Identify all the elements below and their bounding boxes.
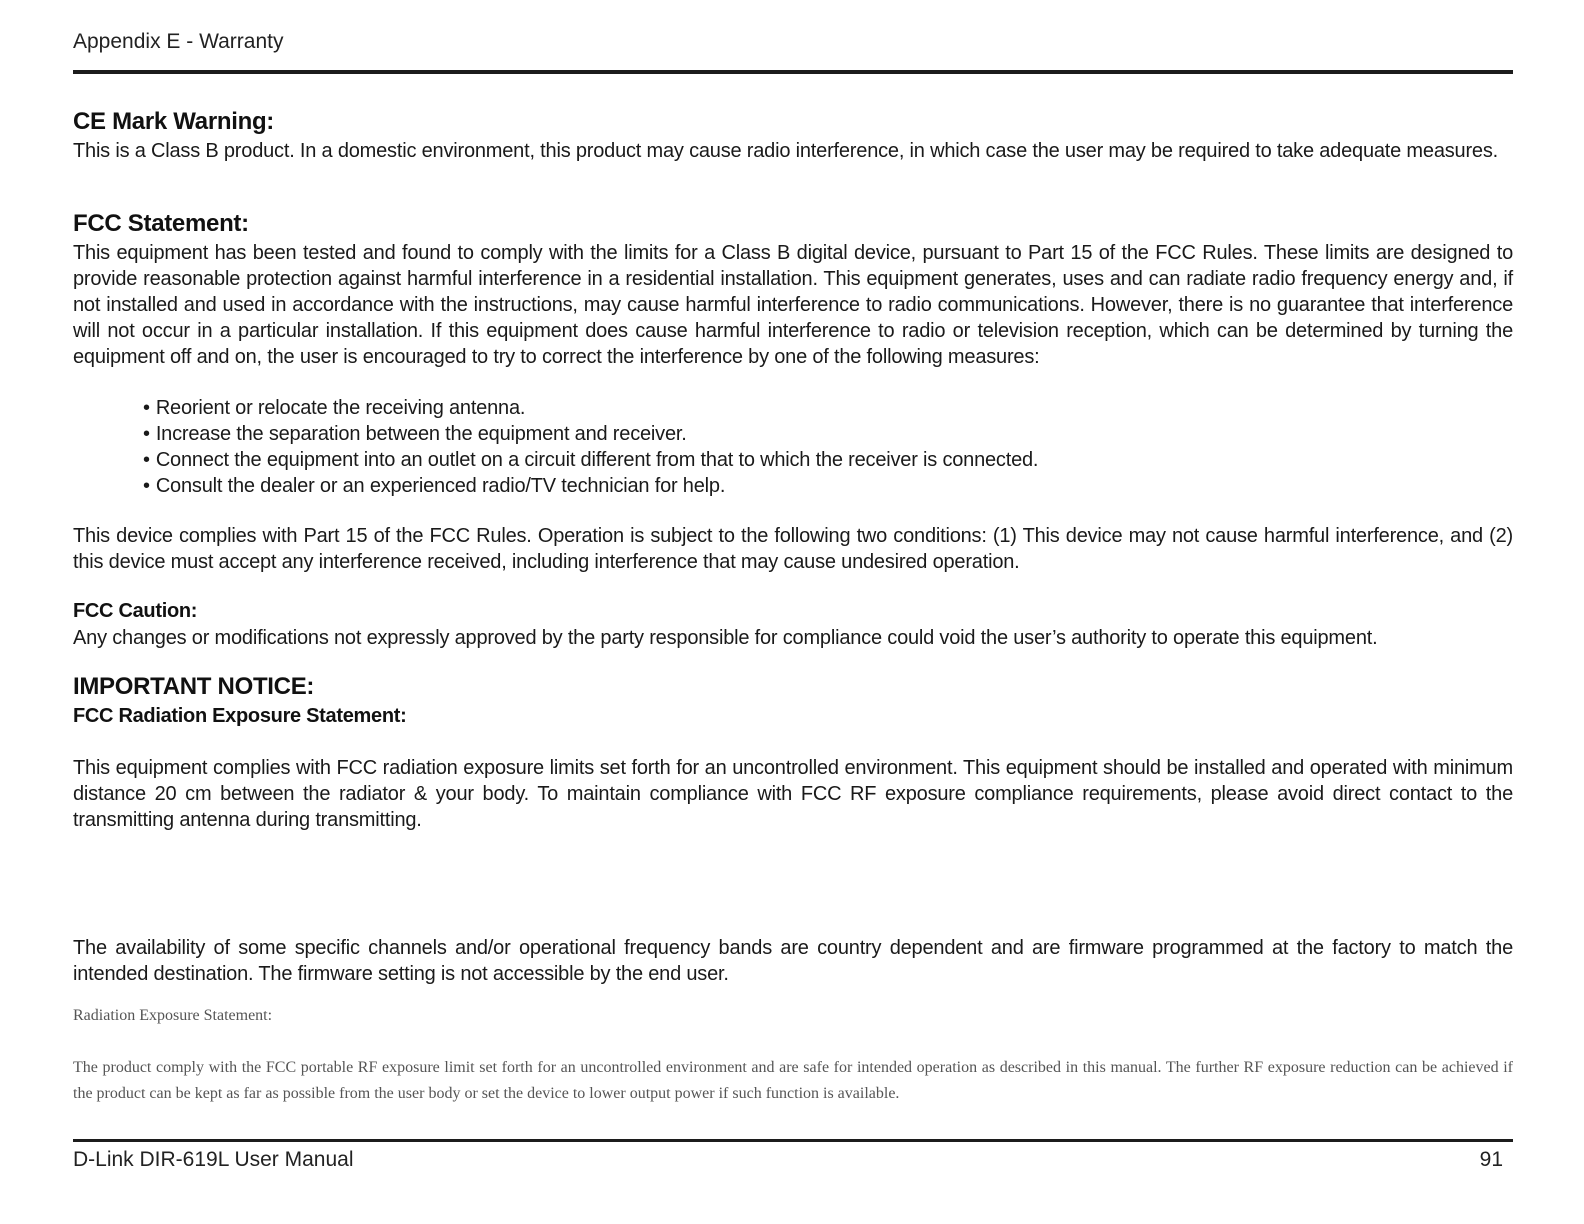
- footer-manual-title: D-Link DIR-619L User Manual: [73, 1148, 354, 1171]
- list-item: • Reorient or relocate the receiving antenna.: [143, 395, 1038, 421]
- fcc-statement-body: This equipment has been tested and found to comply with the limits for a Class B digital device, pursuant to Part 15 of the FCC Rules. These limits are designed to provide reasonable protection against harmful interference in a residential installation. This equipment generates, uses and can radiate radio frequency energy and, if not installed and used in accordance with the instructions, may cause harmful interference to radio communications. However, there is no guarantee that interference will not occur in a particular installation. If this equipment does cause harmful interference to radio or television reception, which can be determined by turning the equipment off and on, the user is encouraged to try to correct the interference by one of the following measures:: [73, 242, 1513, 368]
- document-page: [73, 0, 1513, 1224]
- page-number: 91: [1479, 1148, 1503, 1171]
- list-item: • Consult the dealer or an experienced radio/TV technician for help.: [143, 473, 1038, 499]
- fcc-radiation-exposure-body: This equipment complies with FCC radiation exposure limits set forth for an uncontrolled environment. This equipment should be installed and operated with minimum distance 20 cm between the radiator & your body. To maintain compliance with FCC RF exposure compliance requirements, please avoid direct contact to the transmitting antenna during transmitting.: [73, 757, 1513, 831]
- fcc-statement-heading: FCC Statement:: [73, 210, 249, 237]
- list-item: • Connect the equipment into an outlet on a circuit different from that to which the receiver is connected.: [143, 447, 1038, 473]
- fcc-caution-heading: FCC Caution:: [73, 600, 198, 622]
- radiation-exposure-heading: Radiation Exposure Statement:: [73, 1007, 273, 1024]
- page-header: Appendix E - Warranty: [73, 30, 284, 53]
- header-divider: [73, 70, 1513, 74]
- interference-measures-list: [143, 395, 1038, 499]
- footer-divider: [73, 1139, 1513, 1142]
- list-item: • Increase the separation between the equipment and receiver.: [143, 421, 1038, 447]
- ce-mark-body: This is a Class B product. In a domestic environment, this product may cause radio interference, in which case the user may be required to take adequate measures.: [73, 140, 1499, 162]
- ce-mark-heading: CE Mark Warning:: [73, 108, 274, 135]
- important-notice-heading: IMPORTANT NOTICE:: [73, 673, 315, 700]
- fcc-compliance-conditions: This device complies with Part 15 of the FCC Rules. Operation is subject to the following two conditions: (1) This device may not cause harmful interference, and (2) this device must accept any interference received, including interference that may cause undesired operation.: [73, 525, 1513, 573]
- channel-availability-body: The availability of some specific channels and/or operational frequency bands are country dependent and are firmware programmed at the factory to match the intended destination. The firmware setting is not accessible by the end user.: [73, 937, 1513, 985]
- fcc-radiation-exposure-heading: FCC Radiation Exposure Statement:: [73, 705, 407, 727]
- fcc-caution-body: Any changes or modifications not expressly approved by the party responsible for compliance could void the user’s authority to operate this equipment.: [73, 627, 1378, 649]
- radiation-exposure-body: The product comply with the FCC portable RF exposure limit set forth for an uncontrolled environment and are safe for intended operation as described in this manual. The further RF exposure reduction can be achieved if the product can be kept as far as possible from the user body or set the device to lower output power if such function is available.: [73, 1059, 1513, 1102]
